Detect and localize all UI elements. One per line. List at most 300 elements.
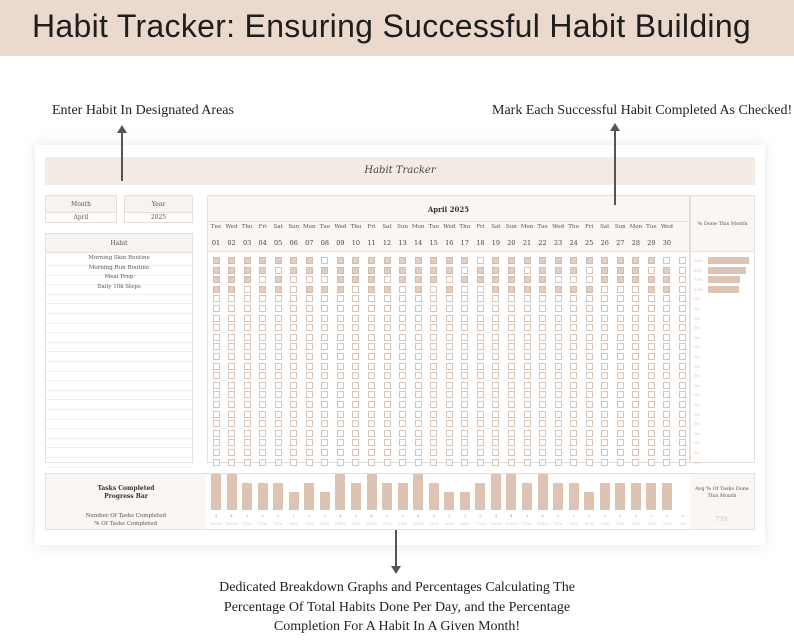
habit-checkbox[interactable] — [446, 343, 453, 350]
habit-checkbox[interactable] — [321, 401, 328, 408]
habit-checkbox[interactable] — [290, 295, 297, 302]
habit-checkbox[interactable] — [352, 295, 359, 302]
habit-checkbox[interactable] — [228, 315, 235, 322]
habit-checkbox[interactable] — [555, 305, 562, 312]
habit-checkbox[interactable] — [306, 324, 313, 331]
habit-checkbox[interactable] — [632, 411, 639, 418]
habit-checkbox[interactable] — [477, 353, 484, 360]
habit-checkbox[interactable] — [648, 267, 655, 274]
habit-checkbox[interactable] — [259, 324, 266, 331]
habit-checkbox[interactable] — [524, 257, 531, 264]
habit-checkbox[interactable] — [228, 391, 235, 398]
habit-checkbox[interactable] — [492, 267, 499, 274]
habit-checkbox[interactable] — [337, 363, 344, 370]
habit-checkbox[interactable] — [663, 276, 670, 283]
habit-checkbox[interactable] — [275, 257, 282, 264]
habit-checkbox[interactable] — [415, 305, 422, 312]
habit-checkbox[interactable] — [461, 305, 468, 312]
habit-checkbox[interactable] — [679, 286, 686, 293]
habit-checkbox[interactable] — [492, 257, 499, 264]
habit-checkbox[interactable] — [306, 276, 313, 283]
habit-checkbox[interactable] — [586, 372, 593, 379]
habit-checkbox[interactable] — [539, 315, 546, 322]
habit-checkbox[interactable] — [446, 382, 453, 389]
habit-checkbox[interactable] — [399, 459, 406, 466]
habit-checkbox[interactable] — [601, 439, 608, 446]
habit-checkbox[interactable] — [679, 372, 686, 379]
habit-checkbox[interactable] — [617, 286, 624, 293]
habit-checkbox[interactable] — [477, 267, 484, 274]
habit-checkbox[interactable] — [508, 257, 515, 264]
habit-checkbox[interactable] — [213, 353, 220, 360]
habit-checkbox[interactable] — [492, 363, 499, 370]
habit-checkbox[interactable] — [632, 372, 639, 379]
habit-checkbox[interactable] — [290, 411, 297, 418]
habit-checkbox[interactable] — [648, 449, 655, 456]
habit-checkbox[interactable] — [275, 315, 282, 322]
habit-checkbox[interactable] — [306, 459, 313, 466]
habit-checkbox[interactable] — [555, 276, 562, 283]
habit-checkbox[interactable] — [244, 324, 251, 331]
habit-checkbox[interactable] — [415, 363, 422, 370]
habit-checkbox[interactable] — [306, 286, 313, 293]
habit-checkbox[interactable] — [415, 315, 422, 322]
habit-checkbox[interactable] — [213, 315, 220, 322]
habit-checkbox[interactable] — [415, 439, 422, 446]
habit-checkbox[interactable] — [570, 295, 577, 302]
habit-checkbox[interactable] — [368, 372, 375, 379]
habit-checkbox[interactable] — [617, 295, 624, 302]
habit-checkbox[interactable] — [586, 295, 593, 302]
habit-checkbox[interactable] — [555, 372, 562, 379]
habit-checkbox[interactable] — [446, 449, 453, 456]
habit-checkbox[interactable] — [461, 391, 468, 398]
habit-checkbox[interactable] — [617, 257, 624, 264]
habit-checkbox[interactable] — [275, 267, 282, 274]
habit-checkbox[interactable] — [430, 324, 437, 331]
habit-checkbox[interactable] — [477, 324, 484, 331]
habit-checkbox[interactable] — [555, 267, 562, 274]
habit-checkbox[interactable] — [446, 363, 453, 370]
habit-checkbox[interactable] — [632, 295, 639, 302]
year-field[interactable] — [124, 195, 193, 223]
habit-checkbox[interactable] — [679, 430, 686, 437]
habit-checkbox[interactable] — [337, 430, 344, 437]
habit-checkbox[interactable] — [213, 257, 220, 264]
habit-checkbox[interactable] — [290, 286, 297, 293]
habit-checkbox[interactable] — [524, 439, 531, 446]
habit-checkbox[interactable] — [352, 449, 359, 456]
habit-checkbox[interactable] — [679, 401, 686, 408]
habit-checkbox[interactable] — [290, 459, 297, 466]
habit-checkbox[interactable] — [415, 286, 422, 293]
habit-checkbox[interactable] — [492, 459, 499, 466]
habit-checkbox[interactable] — [337, 315, 344, 322]
habit-checkbox[interactable] — [415, 430, 422, 437]
habit-checkbox[interactable] — [384, 449, 391, 456]
habit-checkbox[interactable] — [337, 324, 344, 331]
habit-checkbox[interactable] — [352, 286, 359, 293]
habit-checkbox[interactable] — [213, 324, 220, 331]
habit-checkbox[interactable] — [244, 267, 251, 274]
habit-checkbox[interactable] — [663, 257, 670, 264]
habit-checkbox[interactable] — [461, 267, 468, 274]
habit-checkbox[interactable] — [275, 295, 282, 302]
habit-checkbox[interactable] — [275, 382, 282, 389]
habit-checkbox[interactable] — [244, 411, 251, 418]
habit-checkbox[interactable] — [399, 315, 406, 322]
habit-checkbox[interactable] — [384, 286, 391, 293]
habit-checkbox[interactable] — [352, 439, 359, 446]
habit-checkbox[interactable] — [259, 305, 266, 312]
habit-checkbox[interactable] — [244, 439, 251, 446]
habit-checkbox[interactable] — [648, 343, 655, 350]
habit-checkbox[interactable] — [524, 334, 531, 341]
habit-checkbox[interactable] — [679, 324, 686, 331]
habit-checkbox[interactable] — [415, 420, 422, 427]
habit-checkbox[interactable] — [306, 257, 313, 264]
habit-checkbox[interactable] — [415, 449, 422, 456]
habit-checkbox[interactable] — [663, 391, 670, 398]
habit-checkbox[interactable] — [477, 401, 484, 408]
habit-checkbox[interactable] — [492, 334, 499, 341]
habit-checkbox[interactable] — [632, 430, 639, 437]
habit-checkbox[interactable] — [555, 391, 562, 398]
habit-checkbox[interactable] — [539, 286, 546, 293]
habit-checkbox[interactable] — [524, 391, 531, 398]
habit-checkbox[interactable] — [539, 459, 546, 466]
habit-checkbox[interactable] — [368, 391, 375, 398]
habit-checkbox[interactable] — [275, 305, 282, 312]
habit-checkbox[interactable] — [275, 459, 282, 466]
habit-checkbox[interactable] — [461, 459, 468, 466]
habit-checkbox[interactable] — [306, 449, 313, 456]
habit-checkbox[interactable] — [477, 439, 484, 446]
habit-checkbox[interactable] — [306, 420, 313, 427]
habit-checkbox[interactable] — [663, 363, 670, 370]
habit-checkbox[interactable] — [663, 286, 670, 293]
habit-checkbox[interactable] — [430, 363, 437, 370]
habit-checkbox[interactable] — [275, 372, 282, 379]
habit-checkbox[interactable] — [228, 343, 235, 350]
habit-checkbox[interactable] — [492, 439, 499, 446]
habit-checkbox[interactable] — [321, 372, 328, 379]
habit-checkbox[interactable] — [570, 334, 577, 341]
habit-checkbox[interactable] — [663, 382, 670, 389]
habit-checkbox[interactable] — [632, 401, 639, 408]
habit-checkbox[interactable] — [306, 401, 313, 408]
habit-checkbox[interactable] — [259, 401, 266, 408]
habit-checkbox[interactable] — [679, 363, 686, 370]
habit-checkbox[interactable] — [368, 286, 375, 293]
habit-checkbox[interactable] — [430, 420, 437, 427]
habit-checkbox[interactable] — [259, 391, 266, 398]
habit-checkbox[interactable] — [321, 382, 328, 389]
habit-checkbox[interactable] — [524, 324, 531, 331]
habit-checkbox[interactable] — [306, 315, 313, 322]
habit-checkbox[interactable] — [679, 420, 686, 427]
habit-checkbox[interactable] — [337, 305, 344, 312]
habit-checkbox[interactable] — [446, 353, 453, 360]
habit-checkbox[interactable] — [524, 267, 531, 274]
habit-checkbox[interactable] — [679, 353, 686, 360]
habit-checkbox[interactable] — [337, 267, 344, 274]
habit-checkbox[interactable] — [555, 459, 562, 466]
habit-checkbox[interactable] — [213, 439, 220, 446]
habit-checkbox[interactable] — [306, 295, 313, 302]
habit-checkbox[interactable] — [461, 334, 468, 341]
habit-checkbox[interactable] — [213, 411, 220, 418]
habit-checkbox[interactable] — [337, 334, 344, 341]
habit-checkbox[interactable] — [524, 363, 531, 370]
habit-checkbox[interactable] — [617, 353, 624, 360]
habit-checkbox[interactable] — [415, 267, 422, 274]
habit-checkbox[interactable] — [213, 449, 220, 456]
habit-checkbox[interactable] — [508, 401, 515, 408]
habit-checkbox[interactable] — [228, 257, 235, 264]
habit-checkbox[interactable] — [244, 449, 251, 456]
habit-checkbox[interactable] — [306, 353, 313, 360]
habit-checkbox[interactable] — [555, 363, 562, 370]
habit-checkbox[interactable] — [399, 411, 406, 418]
habit-checkbox[interactable] — [617, 411, 624, 418]
habit-checkbox[interactable] — [508, 315, 515, 322]
habit-checkbox[interactable] — [648, 401, 655, 408]
habit-checkbox[interactable] — [213, 334, 220, 341]
habit-checkbox[interactable] — [306, 430, 313, 437]
habit-checkbox[interactable] — [275, 334, 282, 341]
habit-checkbox[interactable] — [384, 305, 391, 312]
habit-checkbox[interactable] — [663, 295, 670, 302]
habit-checkbox[interactable] — [601, 382, 608, 389]
habit-checkbox[interactable] — [461, 372, 468, 379]
habit-checkbox[interactable] — [477, 411, 484, 418]
habit-checkbox[interactable] — [415, 353, 422, 360]
habit-checkbox[interactable] — [617, 401, 624, 408]
habit-checkbox[interactable] — [539, 430, 546, 437]
habit-checkbox[interactable] — [648, 382, 655, 389]
habit-checkbox[interactable] — [228, 372, 235, 379]
habit-checkbox[interactable] — [213, 363, 220, 370]
habit-checkbox[interactable] — [539, 439, 546, 446]
habit-checkbox[interactable] — [477, 315, 484, 322]
habit-checkbox[interactable] — [368, 324, 375, 331]
habit-checkbox[interactable] — [648, 459, 655, 466]
habit-checkbox[interactable] — [384, 353, 391, 360]
habit-checkbox[interactable] — [399, 343, 406, 350]
habit-checkbox[interactable] — [430, 449, 437, 456]
habit-checkbox[interactable] — [399, 391, 406, 398]
habit-checkbox[interactable] — [648, 295, 655, 302]
habit-checkbox[interactable] — [555, 257, 562, 264]
habit-checkbox[interactable] — [244, 459, 251, 466]
habit-checkbox[interactable] — [601, 391, 608, 398]
habit-checkbox[interactable] — [492, 411, 499, 418]
habit-checkbox[interactable] — [617, 439, 624, 446]
habit-checkbox[interactable] — [461, 430, 468, 437]
habit-checkbox[interactable] — [477, 286, 484, 293]
habit-checkbox[interactable] — [601, 343, 608, 350]
habit-checkbox[interactable] — [461, 315, 468, 322]
habit-checkbox[interactable] — [477, 372, 484, 379]
habit-checkbox[interactable] — [555, 401, 562, 408]
habit-checkbox[interactable] — [477, 459, 484, 466]
habit-checkbox[interactable] — [415, 372, 422, 379]
habit-checkbox[interactable] — [228, 430, 235, 437]
habit-checkbox[interactable] — [679, 305, 686, 312]
habit-checkbox[interactable] — [368, 430, 375, 437]
habit-checkbox[interactable] — [508, 449, 515, 456]
habit-checkbox[interactable] — [446, 257, 453, 264]
habit-checkbox[interactable] — [477, 449, 484, 456]
habit-checkbox[interactable] — [508, 324, 515, 331]
habit-checkbox[interactable] — [352, 315, 359, 322]
habit-checkbox[interactable] — [368, 420, 375, 427]
habit-name[interactable]: Daily 10k Steps — [97, 283, 141, 290]
habit-checkbox[interactable] — [415, 257, 422, 264]
habit-checkbox[interactable] — [352, 324, 359, 331]
habit-checkbox[interactable] — [632, 449, 639, 456]
habit-checkbox[interactable] — [290, 401, 297, 408]
habit-checkbox[interactable] — [290, 372, 297, 379]
habit-checkbox[interactable] — [555, 343, 562, 350]
habit-checkbox[interactable] — [446, 439, 453, 446]
habit-checkbox[interactable] — [508, 459, 515, 466]
habit-checkbox[interactable] — [586, 267, 593, 274]
habit-checkbox[interactable] — [539, 257, 546, 264]
habit-checkbox[interactable] — [601, 305, 608, 312]
habit-checkbox[interactable] — [492, 315, 499, 322]
habit-checkbox[interactable] — [555, 315, 562, 322]
habit-checkbox[interactable] — [290, 430, 297, 437]
habit-checkbox[interactable] — [259, 295, 266, 302]
habit-checkbox[interactable] — [508, 411, 515, 418]
habit-checkbox[interactable] — [632, 315, 639, 322]
habit-checkbox[interactable] — [555, 449, 562, 456]
habit-checkbox[interactable] — [524, 353, 531, 360]
habit-checkbox[interactable] — [492, 276, 499, 283]
month-field[interactable] — [45, 195, 117, 223]
habit-checkbox[interactable] — [648, 334, 655, 341]
habit-checkbox[interactable] — [461, 420, 468, 427]
habit-checkbox[interactable] — [555, 439, 562, 446]
habit-checkbox[interactable] — [524, 305, 531, 312]
habit-checkbox[interactable] — [259, 449, 266, 456]
habit-checkbox[interactable] — [461, 401, 468, 408]
habit-checkbox[interactable] — [570, 343, 577, 350]
habit-checkbox[interactable] — [508, 372, 515, 379]
habit-checkbox[interactable] — [321, 411, 328, 418]
habit-checkbox[interactable] — [617, 449, 624, 456]
habit-checkbox[interactable] — [477, 276, 484, 283]
habit-checkbox[interactable] — [430, 267, 437, 274]
habit-checkbox[interactable] — [368, 305, 375, 312]
habit-checkbox[interactable] — [648, 257, 655, 264]
habit-checkbox[interactable] — [321, 334, 328, 341]
habit-checkbox[interactable] — [415, 401, 422, 408]
habit-checkbox[interactable] — [228, 420, 235, 427]
habit-checkbox[interactable] — [306, 343, 313, 350]
habit-checkbox[interactable] — [275, 363, 282, 370]
habit-checkbox[interactable] — [352, 343, 359, 350]
habit-checkbox[interactable] — [430, 382, 437, 389]
habit-checkbox[interactable] — [570, 382, 577, 389]
month-value[interactable]: April — [73, 214, 89, 221]
habit-checkbox[interactable] — [570, 391, 577, 398]
habit-checkbox[interactable] — [570, 401, 577, 408]
habit-checkbox[interactable] — [259, 276, 266, 283]
habit-checkbox[interactable] — [399, 267, 406, 274]
habit-checkbox[interactable] — [570, 267, 577, 274]
habit-checkbox[interactable] — [321, 430, 328, 437]
habit-checkbox[interactable] — [321, 363, 328, 370]
habit-checkbox[interactable] — [663, 305, 670, 312]
habit-checkbox[interactable] — [259, 459, 266, 466]
habit-checkbox[interactable] — [555, 420, 562, 427]
habit-checkbox[interactable] — [430, 353, 437, 360]
habit-checkbox[interactable] — [663, 411, 670, 418]
habit-checkbox[interactable] — [306, 267, 313, 274]
habit-checkbox[interactable] — [679, 257, 686, 264]
habit-checkbox[interactable] — [321, 459, 328, 466]
habit-checkbox[interactable] — [617, 305, 624, 312]
habit-checkbox[interactable] — [663, 315, 670, 322]
habit-checkbox[interactable] — [679, 449, 686, 456]
habit-checkbox[interactable] — [539, 401, 546, 408]
habit-checkbox[interactable] — [337, 439, 344, 446]
habit-checkbox[interactable] — [228, 286, 235, 293]
habit-checkbox[interactable] — [290, 267, 297, 274]
habit-checkbox[interactable] — [632, 257, 639, 264]
habit-checkbox[interactable] — [679, 315, 686, 322]
habit-checkbox[interactable] — [399, 353, 406, 360]
habit-checkbox[interactable] — [601, 267, 608, 274]
habit-checkbox[interactable] — [508, 391, 515, 398]
habit-checkbox[interactable] — [632, 391, 639, 398]
habit-checkbox[interactable] — [601, 334, 608, 341]
habit-checkbox[interactable] — [415, 391, 422, 398]
habit-checkbox[interactable] — [555, 430, 562, 437]
habit-checkbox[interactable] — [524, 295, 531, 302]
habit-checkbox[interactable] — [384, 459, 391, 466]
habit-checkbox[interactable] — [321, 286, 328, 293]
habit-checkbox[interactable] — [539, 353, 546, 360]
habit-checkbox[interactable] — [399, 401, 406, 408]
habit-checkbox[interactable] — [492, 420, 499, 427]
habit-checkbox[interactable] — [244, 286, 251, 293]
habit-checkbox[interactable] — [586, 401, 593, 408]
habit-checkbox[interactable] — [228, 267, 235, 274]
habit-checkbox[interactable] — [399, 295, 406, 302]
habit-checkbox[interactable] — [228, 305, 235, 312]
habit-checkbox[interactable] — [259, 363, 266, 370]
habit-checkbox[interactable] — [213, 286, 220, 293]
habit-checkbox[interactable] — [477, 363, 484, 370]
habit-checkbox[interactable] — [617, 324, 624, 331]
habit-checkbox[interactable] — [228, 353, 235, 360]
habit-checkbox[interactable] — [399, 372, 406, 379]
habit-checkbox[interactable] — [337, 411, 344, 418]
habit-checkbox[interactable] — [368, 315, 375, 322]
habit-checkbox[interactable] — [213, 276, 220, 283]
habit-checkbox[interactable] — [415, 459, 422, 466]
habit-checkbox[interactable] — [259, 430, 266, 437]
habit-checkbox[interactable] — [259, 315, 266, 322]
habit-checkbox[interactable] — [461, 295, 468, 302]
habit-checkbox[interactable] — [679, 382, 686, 389]
habit-checkbox[interactable] — [539, 420, 546, 427]
habit-checkbox[interactable] — [399, 449, 406, 456]
